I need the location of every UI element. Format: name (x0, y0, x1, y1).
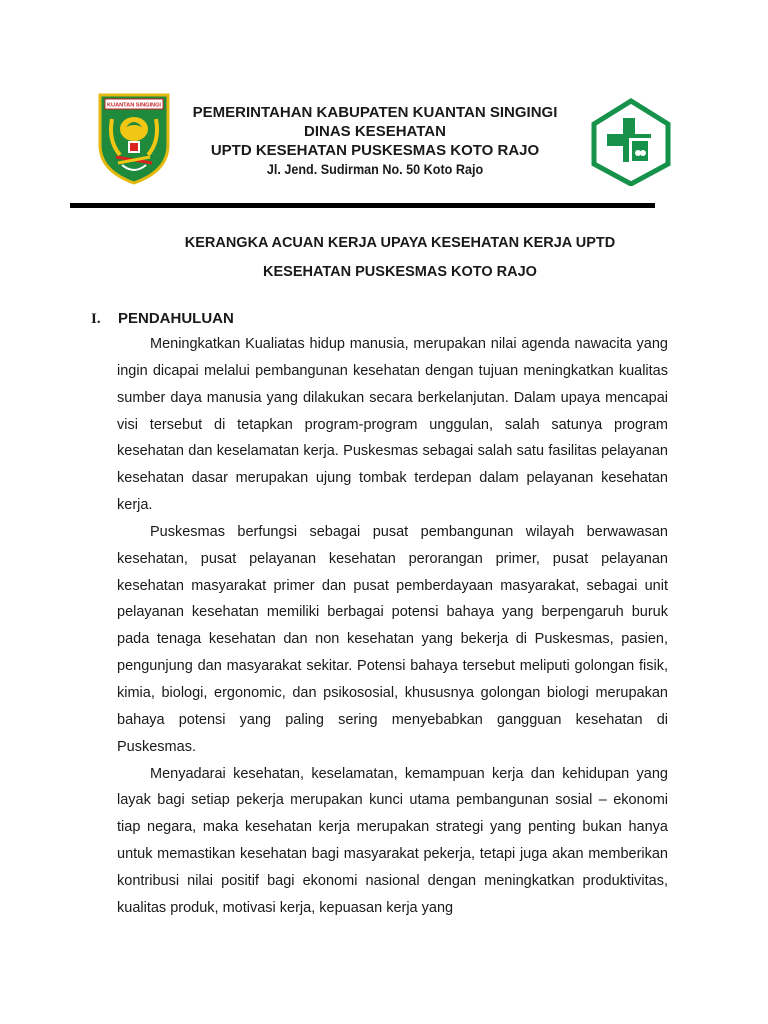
section-heading-text: PENDAHULUAN (118, 310, 234, 327)
puskesmas-cross-logo-icon (591, 98, 671, 186)
letterhead-divider (70, 203, 655, 208)
letterhead-address: Jl. Jend. Sudirman No. 50 Koto Rajo (266, 161, 484, 177)
letterhead-agency-line: DINAS KESEHATAN (304, 123, 446, 140)
document-title-line-2: KESEHATAN PUSKESMAS KOTO RAJO (263, 264, 537, 280)
section-body (117, 331, 668, 922)
section-heading (91, 308, 234, 330)
document-title-line-1: KERANGKA ACUAN KERJA UPAYA KESEHATAN KERJA UPTD (184, 235, 616, 251)
paragraph: Puskesmas berfungsi sebagai pusat pembangunan wilayah berwawasan kesehatan, pusat pelayanan kesehatan perorangan primer, pusat pelayanan kesehatan masyarakat primer dan pusat pemberdayaan masyarakat, sebagai unit pelayanan kesehatan memiliki berbagai potensi bahaya yang berpengaruh buruk pada tenaga kesehatan dan non kesehatan yang bekerja di Puskesmas, pasien, pengunjung dan masyarakat sekitar. Potensi bahaya tersebut meliputi golongan fisik, kimia, biologi, ergonomic, dan psikososial, khususnya golongan biologi merupakan bahaya potensi yang paling sering menyebabkan gangguan kesehatan di Puskesmas. (117, 523, 668, 755)
paragraph: Meningkatkan Kualiatas hidup manusia, merupakan nilai agenda nawacita yang ingin dicapai melalui pembangunan kesehatan dengan tujuan meningkatkan kualitas sumber daya manusia yang dilakukan secara berkelanjutan. Dalam upaya mencapai visi tersebut di tetapkan program-program unggulan, salah satunya program kesehatan dan keselamatan kerja. Puskesmas sebagai salah satu fasilitas pelayanan kesehatan dasar merupakan ujung tombak terdepan dalam pelayanan kesehatan kerja. (117, 336, 668, 514)
emblem-banner-text: KUANTAN SINGINGI (107, 102, 161, 109)
regency-emblem-icon (98, 93, 170, 185)
section-number: I. (91, 311, 101, 327)
document-title (100, 229, 700, 287)
paragraph: Menyadarai kesehatan, keselamatan, kemampuan kerja dan kehidupan yang layak bagi setiap pekerja merupakan kunci utama pembangunan sosial – ekonomi tiap negara, maka kesehatan kerja merupakan strategi yang penting bukan hanya untuk memastikan kesehatan bagi masyarakat pekerja, tetapi juga akan memberikan kontribusi nilai positif bagi ekonomi nasional dengan meningkatkan produktivitas, kualitas produk, motivasi kerja, kepuasan kerja yang (117, 765, 668, 916)
letterhead-unit-line: UPTD KESEHATAN PUSKESMAS KOTO RAJO (210, 142, 540, 159)
letterhead (170, 103, 580, 179)
letterhead-government-line: PEMERINTAHAN KABUPATEN KUANTAN SINGINGI (192, 104, 558, 121)
